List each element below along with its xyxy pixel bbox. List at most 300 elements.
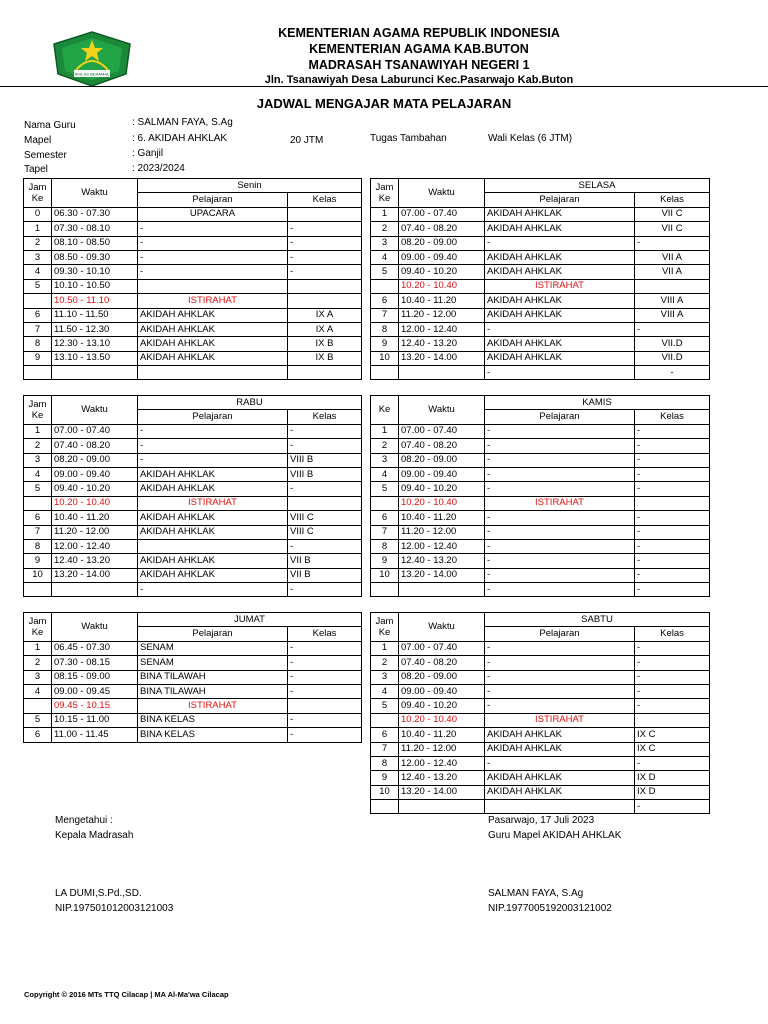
table-row [371,322,710,336]
kelas-cell: IX B [288,337,362,351]
table-row [24,207,362,221]
waktu-cell: 08.20 - 09.00 [399,453,485,467]
jam-ke-cell: 2 [24,439,52,453]
jam-ke-cell: 5 [371,699,399,713]
kelas-cell [288,496,362,510]
kelas-cell: - [635,670,710,684]
mapel-label: Mapel [24,135,52,146]
table-row [24,294,362,308]
jam-ke-cell: 10 [371,785,399,799]
table-row [24,554,362,568]
table-row [371,583,710,597]
kelas-cell: - [635,800,710,814]
table-row [371,222,710,236]
jam-ke-cell [24,699,52,713]
table-row [24,279,362,293]
guru-nip: NIP.197700519200312100​2 [488,903,612,914]
waktu-cell [399,800,485,814]
kelas-cell: - [288,439,362,453]
table-row [24,641,362,655]
jam-ke-cell: 9 [371,554,399,568]
waktu-cell: 10.40 - 11.20 [399,294,485,308]
kepala-name: LA DUMI,S.Pd.,SD. [55,888,142,899]
table-row [371,351,710,365]
table-row [371,265,710,279]
pelajaran-cell [485,800,635,814]
pelajaran-cell: - [485,366,635,380]
pelajaran-header: Pelajaran [485,410,635,424]
day-header: JUMAT [138,613,362,627]
jam-ke-cell: 2 [24,236,52,250]
jam-ke-cell: 7 [371,308,399,322]
pelajaran-cell: AKIDAH AHKLAK [485,337,635,351]
waktu-cell: 11.00 - 11.45 [52,728,138,742]
table-row [24,424,362,438]
pelajaran-cell: ISTIRAHAT [138,294,288,308]
jam-ke-cell: 5 [24,713,52,727]
table-row [24,496,362,510]
table-row [371,424,710,438]
pelajaran-cell: ISTIRAHAT [485,496,635,510]
waktu-cell: 09.30 - 10.10 [52,265,138,279]
table-row [24,250,362,264]
jam-header: Jam Ke [24,179,52,208]
table-row [24,308,362,322]
schedule-table-selasa [370,178,710,380]
jam-ke-cell: 3 [24,250,52,264]
pelajaran-cell: AKIDAH AHKLAK [485,771,635,785]
kelas-cell [288,366,362,380]
schedule-table-kamis [370,395,710,597]
pelajaran-cell: AKIDAH AHKLAK [138,482,288,496]
jam-header: Jam Ke [371,179,399,208]
day-header: RABU [138,396,362,410]
semester-value: : Ganjil [132,148,164,159]
jam-ke-cell: 1 [24,222,52,236]
pelajaran-cell: AKIDAH AHKLAK [138,351,288,365]
table-row [24,482,362,496]
jam-ke-cell: 10 [371,568,399,582]
schedule-table-rabu [23,395,362,597]
pelajaran-cell: - [485,525,635,539]
pelajaran-cell: - [138,265,288,279]
kelas-cell: - [635,366,710,380]
kelas-cell: - [635,482,710,496]
waktu-cell: 13.20 - 14.00 [52,568,138,582]
pelajaran-cell: ISTIRAHAT [138,496,288,510]
pelajaran-cell: AKIDAH AHKLAK [485,728,635,742]
pelajaran-cell [138,366,288,380]
waktu-cell: 10.10 - 10.50 [52,279,138,293]
waktu-header: Waktu [399,613,485,642]
jam-ke-cell: 6 [24,308,52,322]
waktu-cell: 10.20 - 10.40 [399,496,485,510]
kepala-title: Kepala Madrasah [55,830,134,841]
jam-ke-cell: 4 [371,250,399,264]
table-row [371,785,710,799]
waktu-cell: 06.30 - 07.30 [52,207,138,221]
kelas-cell: VII B [288,568,362,582]
jam-ke-cell: 4 [24,684,52,698]
pelajaran-cell: - [138,424,288,438]
jam-ke-cell: 3 [371,670,399,684]
jam-ke-cell: 9 [24,351,52,365]
kelas-cell [288,279,362,293]
pelajaran-header: Pelajaran [485,627,635,641]
pelajaran-cell: ISTIRAHAT [485,279,635,293]
waktu-cell: 07.30 - 08.15 [52,656,138,670]
jam-ke-cell: 7 [24,322,52,336]
waktu-cell [52,366,138,380]
kelas-cell: - [635,699,710,713]
jam-ke-cell: 5 [24,482,52,496]
pelajaran-cell: AKIDAH AHKLAK [485,222,635,236]
waktu-cell: 11.50 - 12.30 [52,322,138,336]
pelajaran-cell: - [485,756,635,770]
kelas-cell: IX D [635,785,710,799]
table-row [24,511,362,525]
kelas-cell: - [288,236,362,250]
kelas-cell: - [635,756,710,770]
kelas-header: Kelas [288,627,362,641]
kelas-cell: - [635,511,710,525]
table-row [24,670,362,684]
pelajaran-cell: BINA TILAWAH [138,670,288,684]
pelajaran-cell: - [485,236,635,250]
pelajaran-cell: AKIDAH AHKLAK [138,554,288,568]
waktu-header: Waktu [52,396,138,425]
table-row [371,684,710,698]
jtm-value: 20 JTM [290,135,324,146]
waktu-cell [52,583,138,597]
guru-name: SALMAN FAYA, S.Ag [488,888,584,899]
jam-ke-cell: 4 [24,467,52,481]
kelas-cell: - [635,525,710,539]
kelas-cell: - [635,322,710,336]
jam-ke-cell: 4 [371,467,399,481]
jam-ke-cell [24,294,52,308]
waktu-cell: 12.00 - 12.40 [399,539,485,553]
pelajaran-cell: - [485,670,635,684]
kelas-cell [288,207,362,221]
kelas-header: Kelas [288,410,362,424]
pelajaran-cell: BINA KELAS [138,728,288,742]
table-row [371,308,710,322]
pelajaran-cell: - [485,699,635,713]
jam-ke-cell: 3 [24,670,52,684]
kelas-cell: IX C [635,742,710,756]
waktu-cell: 11.10 - 11.50 [52,308,138,322]
kelas-cell: VII A [635,250,710,264]
pelajaran-cell: AKIDAH AHKLAK [138,525,288,539]
table-row [24,539,362,553]
jam-ke-cell [371,800,399,814]
header-row [371,396,710,410]
pelajaran-cell: - [138,236,288,250]
waktu-header: Waktu [399,396,485,425]
jam-ke-cell: 3 [371,236,399,250]
waktu-cell: 13.20 - 14.00 [399,351,485,365]
kelas-cell: VII C [635,222,710,236]
pelajaran-cell: AKIDAH AHKLAK [485,785,635,799]
kelas-cell: - [288,670,362,684]
waktu-cell: 07.40 - 08.20 [399,656,485,670]
jam-ke-cell: 8 [24,539,52,553]
table-row [24,236,362,250]
pelajaran-cell: - [485,656,635,670]
table-row [24,467,362,481]
table-row [371,482,710,496]
kelas-header: Kelas [635,193,710,207]
waktu-cell: 09.40 - 10.20 [399,482,485,496]
kelas-cell: VIII C [288,511,362,525]
day-header: SELASA [485,179,710,193]
kelas-cell: VII A [635,265,710,279]
waktu-cell: 09.40 - 10.20 [52,482,138,496]
mengetahui-label: Mengetahui : [55,815,113,826]
tapel-value: : 2023/2024 [132,163,185,174]
table-row [371,279,710,293]
day-header: SABTU [485,613,710,627]
jam-ke-cell: 2 [24,656,52,670]
waktu-cell: 11.20 - 12.00 [399,525,485,539]
kelas-cell: - [288,482,362,496]
waktu-header: Waktu [52,179,138,208]
waktu-cell: 09.00 - 09.45 [52,684,138,698]
kelas-cell: VII C [635,207,710,221]
kelas-cell [635,279,710,293]
table-row [371,728,710,742]
jam-header: Jam Ke [24,613,52,642]
waktu-cell: 12.40 - 13.20 [399,337,485,351]
table-row [24,583,362,597]
kelas-cell: IX A [288,308,362,322]
kelas-cell: - [288,641,362,655]
kelas-cell: - [288,424,362,438]
kelas-cell: - [635,568,710,582]
jam-ke-cell: 3 [371,453,399,467]
pelajaran-cell: - [485,641,635,655]
kelas-cell: VII.D [635,337,710,351]
pelajaran-cell: AKIDAH AHKLAK [485,265,635,279]
kelas-cell: IX B [288,351,362,365]
pelajaran-cell: UPACARA [138,207,288,221]
jam-ke-cell: 10 [371,351,399,365]
jam-header: Jam Ke [371,613,399,642]
kelas-cell: IX A [288,322,362,336]
jam-header: Ke [371,396,399,425]
waktu-cell: 07.00 - 07.40 [399,641,485,655]
pelajaran-cell: BINA TILAWAH [138,684,288,698]
table-row [371,800,710,814]
jam-ke-cell [371,713,399,727]
jam-ke-cell: 9 [371,337,399,351]
table-row [371,641,710,655]
waktu-cell: 09.40 - 10.20 [399,265,485,279]
pelajaran-cell: AKIDAH AHKLAK [485,742,635,756]
jam-ke-cell: 5 [24,279,52,293]
day-header: KAMIS [485,396,710,410]
jam-ke-cell: 6 [24,511,52,525]
kelas-cell [288,699,362,713]
pelajaran-cell: SENAM [138,656,288,670]
waktu-cell: 12.40 - 13.20 [399,554,485,568]
waktu-cell: 06.45 - 07.30 [52,641,138,655]
kelas-cell [635,713,710,727]
waktu-cell: 11.20 - 12.00 [399,742,485,756]
pelajaran-cell: AKIDAH AHKLAK [138,511,288,525]
kelas-header: Kelas [635,627,710,641]
kelas-cell: - [288,583,362,597]
pelajaran-header: Pelajaran [485,193,635,207]
jam-ke-cell: 2 [371,222,399,236]
waktu-cell: 10.20 - 10.40 [52,496,138,510]
waktu-cell: 09.40 - 10.20 [399,699,485,713]
day-header: Senin [138,179,362,193]
jam-ke-cell: 2 [371,656,399,670]
pelajaran-cell: - [485,583,635,597]
waktu-cell: 08.20 - 09.00 [399,670,485,684]
table-row [24,366,362,380]
header-row [24,396,362,410]
table-row [371,713,710,727]
pelajaran-cell: - [485,482,635,496]
kelas-cell: - [288,656,362,670]
waktu-cell: 13.20 - 14.00 [399,568,485,582]
pelajaran-cell: AKIDAH AHKLAK [485,250,635,264]
table-row [371,337,710,351]
waktu-cell: 10.15 - 11.00 [52,713,138,727]
jam-ke-cell: 8 [371,539,399,553]
waktu-cell: 08.50 - 09.30 [52,250,138,264]
waktu-cell: 08.20 - 09.00 [52,453,138,467]
header-row [24,179,362,193]
waktu-cell: 09.00 - 09.40 [399,467,485,481]
waktu-header: Waktu [52,613,138,642]
jam-header: Jam Ke [24,396,52,425]
kelas-cell: VIII A [635,308,710,322]
jam-ke-cell: 1 [24,641,52,655]
pelajaran-cell: - [485,322,635,336]
jam-ke-cell: 7 [371,525,399,539]
jam-ke-cell: 6 [371,294,399,308]
waktu-cell: 12.00 - 12.40 [52,539,138,553]
waktu-cell: 09.00 - 09.40 [52,467,138,481]
kelas-header: Kelas [635,410,710,424]
kelas-cell: - [288,222,362,236]
kelas-cell [288,294,362,308]
kelas-cell: - [635,684,710,698]
pelajaran-cell: - [485,453,635,467]
waktu-cell: 11.20 - 12.00 [399,308,485,322]
pelajaran-cell: AKIDAH AHKLAK [485,294,635,308]
table-row [371,568,710,582]
svg-text:IKHLAS BERAMAL: IKHLAS BERAMAL [74,71,110,77]
table-row [24,439,362,453]
kelas-cell: - [635,539,710,553]
waktu-cell: 12.30 - 13.10 [52,337,138,351]
waktu-cell: 12.40 - 13.20 [52,554,138,568]
waktu-cell: 10.20 - 10.40 [399,713,485,727]
table-row [371,366,710,380]
kelas-cell: - [635,554,710,568]
jam-ke-cell: 0 [24,207,52,221]
schedule-table-jumat [23,612,362,743]
jam-ke-cell: 8 [371,322,399,336]
waktu-cell: 10.20 - 10.40 [399,279,485,293]
table-row [24,453,362,467]
table-row [371,525,710,539]
kelas-cell: IX C [635,728,710,742]
waktu-cell: 13.10 - 13.50 [52,351,138,365]
jam-ke-cell [371,496,399,510]
pelajaran-cell: - [485,439,635,453]
jam-ke-cell [371,583,399,597]
jam-ke-cell: 8 [24,337,52,351]
waktu-cell: 09.00 - 09.40 [399,684,485,698]
copyright-footer: Copyright © 2016 MTs TTQ Cilacap | MA Al-Ma'wa Cilacap [24,990,229,999]
table-row [24,699,362,713]
kelas-cell: - [288,250,362,264]
jam-ke-cell: 5 [371,482,399,496]
pelajaran-cell: - [138,439,288,453]
jam-ke-cell [371,366,399,380]
table-row [371,453,710,467]
table-row [371,554,710,568]
table-row [371,467,710,481]
kelas-cell [635,496,710,510]
pelajaran-cell: AKIDAH AHKLAK [138,308,288,322]
jam-ke-cell: 1 [371,641,399,655]
kelas-cell: - [635,439,710,453]
header-divider [0,86,768,87]
table-row [371,496,710,510]
pelajaran-cell [138,539,288,553]
kelas-cell: - [288,539,362,553]
jam-ke-cell: 4 [24,265,52,279]
mapel-value: : 6. AKIDAH AHKLAK [132,133,228,144]
pelajaran-cell: - [138,222,288,236]
waktu-cell: 12.00 - 12.40 [399,756,485,770]
schedule-table-senin [23,178,362,380]
header-line-3: MADRASAH TSANAWIYAH NEGERI 1 [308,58,530,72]
table-row [24,728,362,742]
pelajaran-cell: - [485,539,635,553]
pelajaran-cell: AKIDAH AHKLAK [138,568,288,582]
table-row [371,699,710,713]
table-row [371,756,710,770]
header-line-1: KEMENTERIAN AGAMA REPUBLIK INDONESIA [278,26,560,40]
table-row [24,351,362,365]
jam-ke-cell: 8 [371,756,399,770]
table-row [24,322,362,336]
table-row [24,656,362,670]
pelajaran-cell: ISTIRAHAT [138,699,288,713]
waktu-cell: 07.40 - 08.20 [52,439,138,453]
jam-ke-cell: 7 [24,525,52,539]
waktu-cell: 11.20 - 12.00 [52,525,138,539]
pelajaran-cell: - [138,583,288,597]
jam-ke-cell: 2 [371,439,399,453]
pelajaran-cell: AKIDAH AHKLAK [138,337,288,351]
waktu-cell: 10.40 - 11.20 [399,728,485,742]
kelas-cell: - [635,656,710,670]
jam-ke-cell: 6 [371,728,399,742]
table-row [24,525,362,539]
table-row [371,511,710,525]
nama-value: : SALMAN FAYA, S.Ag [132,117,233,128]
header-line-2: KEMENTERIAN AGAMA KAB.BUTON [309,42,529,56]
